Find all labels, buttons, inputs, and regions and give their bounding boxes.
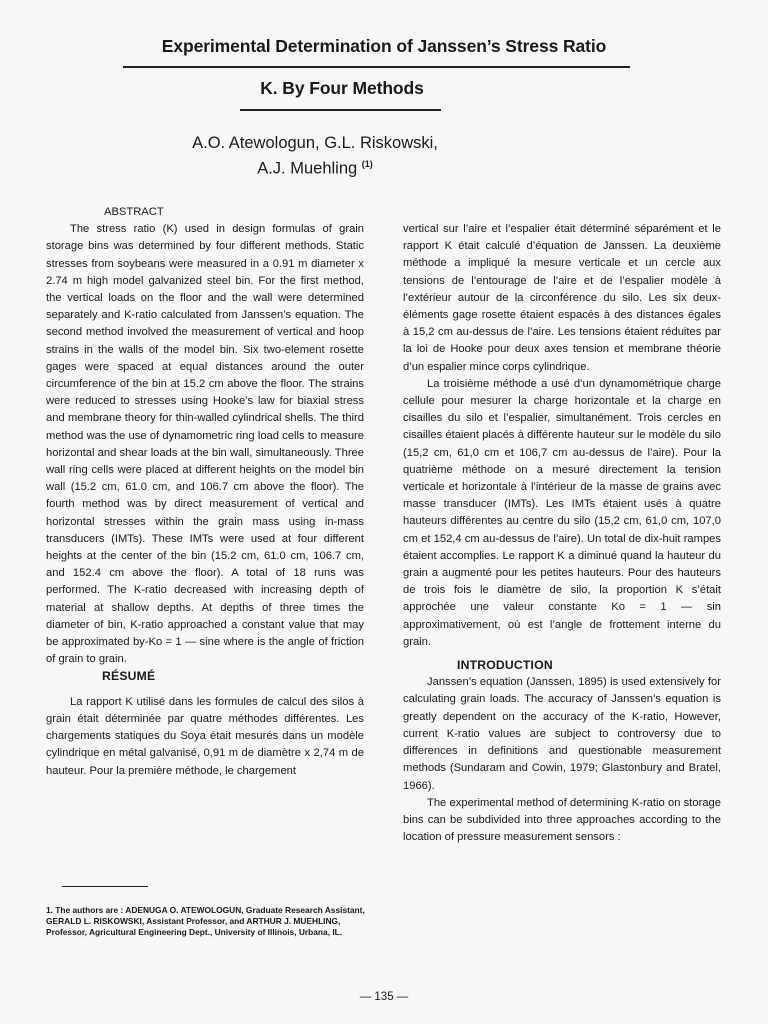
authors-line-2 <box>0 154 630 180</box>
introduction-paragraph-1: Janssen’s equation (Janssen, 1895) is used extensively for calculating grain loads. The accuracy of Janssen’s equation is greatly dependent on the accuracy of the K-ratio, However, current K-ratio values are subject to controversy due to differences in definitions and questionable measurement methods (Sundaram and Cowin, 1979; Glastonbury and Bratel, 1966). <box>403 676 721 792</box>
page-number: — 135 — <box>359 991 409 1003</box>
title-line-2 <box>0 78 684 99</box>
title-rule-2 <box>240 109 441 111</box>
title-line-1 <box>0 36 768 57</box>
resume-text-part-1: La rapport K utilisé dans les formules de calcul des silos à grain était déterminée par quatre méthodes différentes. Les chargements statiques du Soya était mesurés dans un modèle cylindrique en métal galvanisé, 0,91 m de diamètre x 2,74 m de hauteur. Pour la première méthode, le chargement <box>46 695 364 777</box>
authors-line-1: A.O. Atewologun, G.L. Riskowski, <box>192 134 438 152</box>
authors-line-2-text: A.J. Muehling <box>257 159 358 178</box>
title-rule-1 <box>123 66 630 68</box>
abstract-text: The stress ratio (K) used in design formulas of grain storage bins was determined by four different methods. Static stresses from soybeans were measured in a 0.91 m diameter x 2.74 m high model galvanized steel bin. For the first method, the vertical loads on the floor and the wall were determined separately and K-ratio calculated from Janssen’s equation. The second method involved the measurement of vertical and hoop strains in the walls of the model bin. Six two-element rosette gages were spaced at equal distances around the outer circumference of the bin at 15.2 cm above the floor. The strains were reduced to stresses using Hooke’s law for biaxial stress and membrane theory for thin-walled cylindrical shells. The third method was the use of dynamometric ring load cells to measure horizontal and shear loads at the bin wall, simultaneously. Three wall ring cells were placed at different heights on the model bin wall (15.2 cm, 61.0 cm, and 106.7 cm above the floor). The fourth method was by direct measurement of vertical and horizontal stresses within the grain mass using in-mass transducers (IMTs). These IMTs were used at four different heights at the center of the bin (15.2 cm, 61.0 cm, 106.7 cm, and 152.4 cm above the floor). A total of 18 runs was performed. The K-ratio decreased with increasing depth of material at shallow depths. At depths of three times the diameter of bin, K-ratio approached a constant value that may be approximated by-Ko = 1 — sine where is the angle of friction of grain to grain. <box>46 223 364 666</box>
title-text-2: K. By Four Methods <box>260 78 424 98</box>
left-column <box>46 204 364 780</box>
footnote: 1. The authors are : ADENUGA O. ATEWOLOGUN, Graduate Research Assistant, GERALD L. RISKOWSKI, Assistant Professor, and ARTHUR J. MUEHLING, Professor, Agricultural Engineering Dept., University of Illinois, Urbana, IL. <box>46 905 365 938</box>
right-column <box>403 221 721 846</box>
title-text-1: Experimental Determination of Janssen’s Stress Ratio <box>161 36 607 56</box>
footnote-rule <box>62 886 148 887</box>
authors <box>0 133 630 180</box>
abstract-heading: ABSTRACT <box>104 206 164 218</box>
footnote-marker: (1) <box>361 159 373 169</box>
introduction-heading: INTRODUCTION <box>457 658 553 673</box>
introduction-paragraph-2: The experimental method of determining K-ratio on storage bins can be subdivided into three approaches according to the location of pressure measurement sensors : <box>403 796 721 844</box>
resume-text-part-2: vertical sur l’aire et l’espalier était déterminé séparément et le rapport K était calculé d’équation de Janssen. La deuxième méthode a impliqué la mesure verticale et un cercle aux tensions de l’entourage de l’aire et de l’espalier modèle à l’extérieur autour de la circonférence du silo. Les six deux-éléments gage rosette étaient espacés à des distances égales à 15,2 cm au-dessus de l’aire. Les tensions étaient réduites par la loi de Hooke pour deux axes tension et membrane théorie d’un espalier mince corps cylindrique. <box>403 223 721 373</box>
resume-heading: RÉSUMÉ <box>102 669 156 684</box>
resume-text-part-3: La troisième méthode a usé d’un dynamométrique charge cellule pour mesurer la charge horizontale et la charge en cisailles du silo et l’espalier, simultanément. Trois cercles en cisailles étaient placés à différente hauteur sur le modèle du silo (15,2 cm, 61,0 cm et 106,7 cm au-dessus de l’aire). Pour la quatrième méthode on a mesuré directement la tension verticale et horizontale à l’intérieur de la masse de grains avec masse transducer (IMTs). Les IMTs étaient usés à quatre hauteurs différentes au centre du silo (15,2 cm, 61,0 cm, 107,0 cm et 152,4 cm au-dessus de l’aire). Un total de dix-huit rampes étaient accomplies. Le rapport K a diminué quand la hauteur du grain a augmenté pour les petites hauteurs. Pour des hauteurs de trois fois le diamètre de silo, la proportion K s’était approchée une valeur constante Ko = 1 — sin approximativement, où est l’angle de frottement interne du grain. <box>403 377 721 648</box>
